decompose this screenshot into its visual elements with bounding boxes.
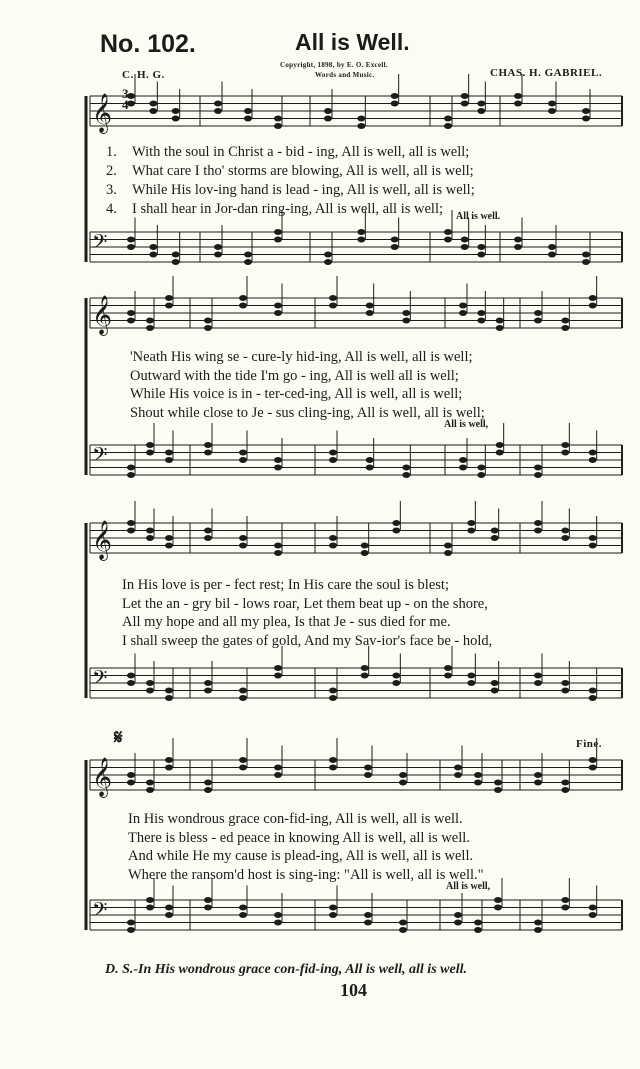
note-head (391, 93, 399, 99)
note-head (548, 252, 556, 258)
note-head (459, 310, 467, 316)
lyricist-initials: C. H. G. (122, 69, 165, 81)
copyright-line-2: Words and Music. (315, 71, 375, 79)
lyric-line: 'Neath His wing se - cure-ly hid-ing, All is well, all is well; (130, 349, 473, 365)
lyric-line (106, 143, 475, 162)
note-head (491, 688, 499, 694)
note-head (399, 780, 407, 786)
time-signature (122, 88, 129, 110)
note-head (127, 780, 135, 786)
note-head (477, 244, 485, 250)
note-head (444, 550, 452, 556)
note-head (239, 450, 247, 456)
note-head (444, 229, 452, 235)
note-head (534, 318, 542, 324)
verse-number: 3. (106, 182, 117, 198)
note-head (459, 457, 467, 463)
note-head (329, 905, 337, 911)
note-head (274, 665, 282, 671)
note-head (329, 450, 337, 456)
note-head (461, 101, 469, 107)
verse-number: 4. (106, 201, 117, 217)
note-head (239, 457, 247, 463)
note-head (494, 897, 502, 903)
note-head (589, 543, 597, 549)
verse-number: 2. (106, 163, 117, 179)
note-head (239, 912, 247, 918)
note-head (534, 920, 542, 926)
note-head (589, 695, 597, 701)
note-head (239, 535, 247, 541)
note-head (392, 528, 400, 534)
treble-clef-icon: 𝄞 (92, 520, 113, 560)
note-head (329, 295, 337, 301)
note-head (467, 528, 475, 534)
note-head (477, 318, 485, 324)
note-head (146, 897, 154, 903)
note-head (561, 780, 569, 786)
note-head (561, 325, 569, 331)
note-head (214, 244, 222, 250)
note-head (561, 442, 569, 448)
note-head (204, 325, 212, 331)
note-head (329, 457, 337, 463)
note-head (214, 101, 222, 107)
note-head (324, 252, 332, 258)
note-head (461, 93, 469, 99)
note-head (496, 325, 504, 331)
note-head (127, 244, 135, 250)
note-head (589, 905, 597, 911)
note-head (444, 665, 452, 671)
note-head (239, 543, 247, 549)
note-head (494, 780, 502, 786)
note-head (514, 101, 522, 107)
note-head (204, 528, 212, 534)
note-head (172, 259, 180, 265)
note-head (477, 252, 485, 258)
note-head (477, 101, 485, 107)
note-head (444, 237, 452, 243)
note-head (329, 535, 337, 541)
note-head (589, 912, 597, 918)
composer-name: CHAS. H. GABRIEL. (490, 67, 603, 79)
note-head (444, 123, 452, 129)
note-head (444, 673, 452, 679)
note-head (204, 897, 212, 903)
note-head (204, 688, 212, 694)
note-head (244, 259, 252, 265)
note-head (561, 680, 569, 686)
note-head (329, 695, 337, 701)
lyric-text: I shall hear in Jor-dan ring-ing, All is well, all is well; (132, 201, 443, 217)
note-head (477, 108, 485, 114)
note-head (165, 912, 173, 918)
lyric-text: What care I tho' storms are blowing, All is well, all is well; (132, 163, 474, 179)
lyric-text: With the soul in Christ a - bid - ing, All is well, all is well; (132, 144, 470, 160)
fine-label: Fine. (576, 738, 603, 750)
time-signature-bottom: 4 (122, 97, 129, 112)
note-head (214, 252, 222, 258)
note-head (561, 688, 569, 694)
note-head (561, 450, 569, 456)
note-head (127, 237, 135, 243)
note-head (589, 535, 597, 541)
note-head (274, 303, 282, 309)
lyric-line: There is bless - ed peace in knowing All is well, all is well. (128, 829, 470, 846)
note-head (204, 535, 212, 541)
note-head (357, 123, 365, 129)
system-2-lyrics (130, 348, 485, 422)
lyric-line: Let the an - gry bil - lows roar, Let them beat up - on the shore, (122, 595, 488, 612)
note-head (402, 318, 410, 324)
hymn-number: No. 102. (100, 30, 196, 58)
system-4-lyrics (128, 810, 484, 884)
note-head (534, 528, 542, 534)
note-head (454, 765, 462, 771)
note-head (239, 765, 247, 771)
note-head (491, 535, 499, 541)
lyric-line: In His love is per - fect rest; In His care the soul is blest; (122, 577, 449, 593)
page-number: 104 (340, 980, 367, 1000)
treble-clef-icon: 𝄞 (92, 93, 113, 133)
note-head (534, 310, 542, 316)
dal-segno-line: D. S.-In His wondrous grace con-fid-ing, All is well, all is well. (105, 962, 467, 977)
note-head (165, 757, 173, 763)
note-head (149, 101, 157, 107)
note-head (399, 920, 407, 926)
note-head (324, 108, 332, 114)
note-head (548, 244, 556, 250)
note-head (461, 237, 469, 243)
lyric-line: Shout while close to Je - sus cling-ing, All is well, all is well; (130, 404, 485, 421)
note-head (274, 310, 282, 316)
bass-cue: All is well. (456, 211, 501, 222)
note-head (582, 259, 590, 265)
note-head (561, 905, 569, 911)
note-head (127, 673, 135, 679)
note-head (366, 303, 374, 309)
note-head (357, 237, 365, 243)
note-head (514, 93, 522, 99)
note-head (491, 528, 499, 534)
note-head (589, 688, 597, 694)
note-head (459, 465, 467, 471)
note-head (534, 520, 542, 526)
note-head (467, 680, 475, 686)
note-head (274, 457, 282, 463)
note-head (146, 528, 154, 534)
note-head (146, 787, 154, 793)
note-head (477, 465, 485, 471)
note-head (399, 772, 407, 778)
note-head (274, 116, 282, 122)
note-head (127, 680, 135, 686)
note-head (204, 680, 212, 686)
note-head (582, 252, 590, 258)
hymn-title: All is Well. (295, 29, 410, 55)
note-head (239, 695, 247, 701)
note-head (146, 450, 154, 456)
note-head (454, 772, 462, 778)
note-head (467, 673, 475, 679)
note-head (244, 116, 252, 122)
note-head (244, 252, 252, 258)
note-head (357, 229, 365, 235)
note-head (165, 695, 173, 701)
note-head (204, 442, 212, 448)
note-head (589, 450, 597, 456)
note-head (146, 688, 154, 694)
lyric-text: While His lov-ing hand is lead - ing, All is well, all is well; (132, 182, 475, 198)
note-head (582, 108, 590, 114)
note-head (204, 787, 212, 793)
note-head (496, 450, 504, 456)
note-head (561, 535, 569, 541)
note-head (239, 688, 247, 694)
note-head (361, 665, 369, 671)
note-head (474, 780, 482, 786)
note-head (239, 757, 247, 763)
lyric-line: While His voice is in - ter-ced-ing, All is well, all is well; (130, 386, 463, 402)
note-head (274, 920, 282, 926)
note-head (444, 543, 452, 549)
note-head (324, 259, 332, 265)
note-head (402, 310, 410, 316)
note-head (474, 920, 482, 926)
note-head (146, 780, 154, 786)
note-head (361, 543, 369, 549)
system-3-lyrics (122, 576, 492, 650)
note-head (366, 310, 374, 316)
note-head (149, 252, 157, 258)
note-head (582, 116, 590, 122)
lyric-line: In His wondrous grace con-fid-ing, All is well, all is well. (128, 811, 463, 827)
note-head (127, 520, 135, 526)
lyric-line (106, 181, 475, 200)
note-head (514, 244, 522, 250)
note-head (589, 757, 597, 763)
note-head (402, 465, 410, 471)
lyric-line: And while He my cause is plead-ing, All is well, all is well. (128, 848, 474, 864)
bass-clef-icon: 𝄢 (92, 443, 108, 471)
segno-sign: 𝄋 (114, 727, 123, 749)
note-head (534, 472, 542, 478)
lyric-line: I shall sweep the gates of gold, And my Sav-ior's face be - hold, (122, 632, 493, 649)
note-head (534, 927, 542, 933)
note-head (534, 465, 542, 471)
note-head (127, 310, 135, 316)
note-head (392, 520, 400, 526)
note-head (274, 912, 282, 918)
note-head (392, 673, 400, 679)
note-head (364, 772, 372, 778)
note-head (172, 116, 180, 122)
note-head (364, 912, 372, 918)
note-head (534, 680, 542, 686)
note-head (146, 535, 154, 541)
note-head (146, 442, 154, 448)
note-head (494, 905, 502, 911)
note-head (454, 920, 462, 926)
bass-cue: All is well, (446, 881, 491, 892)
note-head (127, 318, 135, 324)
note-head (454, 912, 462, 918)
note-head (127, 465, 135, 471)
bass-clef-icon: 𝄢 (92, 666, 108, 694)
note-head (214, 108, 222, 114)
lyric-line (106, 200, 475, 219)
note-head (589, 303, 597, 309)
note-head (561, 897, 569, 903)
lyric-line (106, 162, 475, 181)
note-head (244, 108, 252, 114)
note-head (127, 927, 135, 933)
note-head (239, 295, 247, 301)
note-head (474, 927, 482, 933)
note-head (357, 116, 365, 122)
note-head (149, 244, 157, 250)
note-head (392, 680, 400, 686)
note-head (589, 457, 597, 463)
note-head (239, 303, 247, 309)
note-head (274, 237, 282, 243)
note-head (172, 108, 180, 114)
note-head (366, 465, 374, 471)
note-head (589, 765, 597, 771)
note-head (366, 457, 374, 463)
note-head (165, 688, 173, 694)
note-head (561, 528, 569, 534)
note-head (561, 787, 569, 793)
note-head (589, 295, 597, 301)
note-head (459, 303, 467, 309)
note-head (146, 318, 154, 324)
lyric-line: All my hope and all my plea, Is that Je - sus died for me. (122, 614, 451, 630)
note-head (149, 108, 157, 114)
note-head (165, 457, 173, 463)
note-head (548, 101, 556, 107)
note-head (534, 780, 542, 786)
note-head (165, 450, 173, 456)
note-head (204, 318, 212, 324)
note-head (391, 101, 399, 107)
note-head (561, 318, 569, 324)
note-head (399, 927, 407, 933)
note-head (274, 229, 282, 235)
note-head (534, 673, 542, 679)
note-head (467, 520, 475, 526)
note-head (165, 535, 173, 541)
treble-clef-icon: 𝄞 (92, 757, 113, 797)
note-head (274, 123, 282, 129)
note-head (514, 237, 522, 243)
note-head (494, 787, 502, 793)
note-head (477, 472, 485, 478)
note-head (239, 905, 247, 911)
note-head (444, 116, 452, 122)
note-head (146, 325, 154, 331)
note-head (329, 303, 337, 309)
note-head (491, 680, 499, 686)
note-head (146, 905, 154, 911)
bass-clef-icon: 𝄢 (92, 898, 108, 926)
note-head (361, 550, 369, 556)
note-head (204, 780, 212, 786)
note-head (402, 472, 410, 478)
note-head (329, 757, 337, 763)
note-head (204, 905, 212, 911)
note-head (127, 472, 135, 478)
note-head (165, 295, 173, 301)
note-head (324, 116, 332, 122)
note-head (274, 543, 282, 549)
note-head (274, 765, 282, 771)
note-head (496, 442, 504, 448)
time-signature-top: 3 (122, 86, 129, 101)
verse-number: 1. (106, 144, 117, 160)
copyright-line-1: Copyright, 1898, by E. O. Excell. (280, 61, 388, 69)
note-head (165, 765, 173, 771)
system-1-lyrics (106, 143, 475, 219)
lyric-line: Where the ransom'd host is sing-ing: "All is well, all is well." (128, 866, 484, 883)
note-head (329, 765, 337, 771)
note-head (204, 450, 212, 456)
note-head (165, 905, 173, 911)
treble-clef-icon: 𝄞 (92, 295, 113, 335)
note-head (477, 310, 485, 316)
lyric-line: Outward with the tide I'm go - ing, All is well all is well; (130, 367, 459, 384)
note-head (548, 108, 556, 114)
note-head (329, 912, 337, 918)
note-head (274, 673, 282, 679)
note-head (172, 252, 180, 258)
note-head (274, 465, 282, 471)
note-head (361, 673, 369, 679)
note-head (329, 688, 337, 694)
note-head (364, 920, 372, 926)
note-head (165, 543, 173, 549)
note-head (461, 244, 469, 250)
note-head (329, 543, 337, 549)
note-head (165, 303, 173, 309)
note-head (146, 680, 154, 686)
note-head (496, 318, 504, 324)
note-head (391, 237, 399, 243)
note-head (474, 772, 482, 778)
bass-cue: All is well, (444, 419, 489, 430)
note-head (364, 765, 372, 771)
note-head (127, 528, 135, 534)
note-head (391, 244, 399, 250)
note-head (274, 550, 282, 556)
note-head (274, 772, 282, 778)
note-head (127, 920, 135, 926)
note-head (127, 772, 135, 778)
note-head (534, 772, 542, 778)
bass-clef-icon: 𝄢 (92, 230, 108, 258)
